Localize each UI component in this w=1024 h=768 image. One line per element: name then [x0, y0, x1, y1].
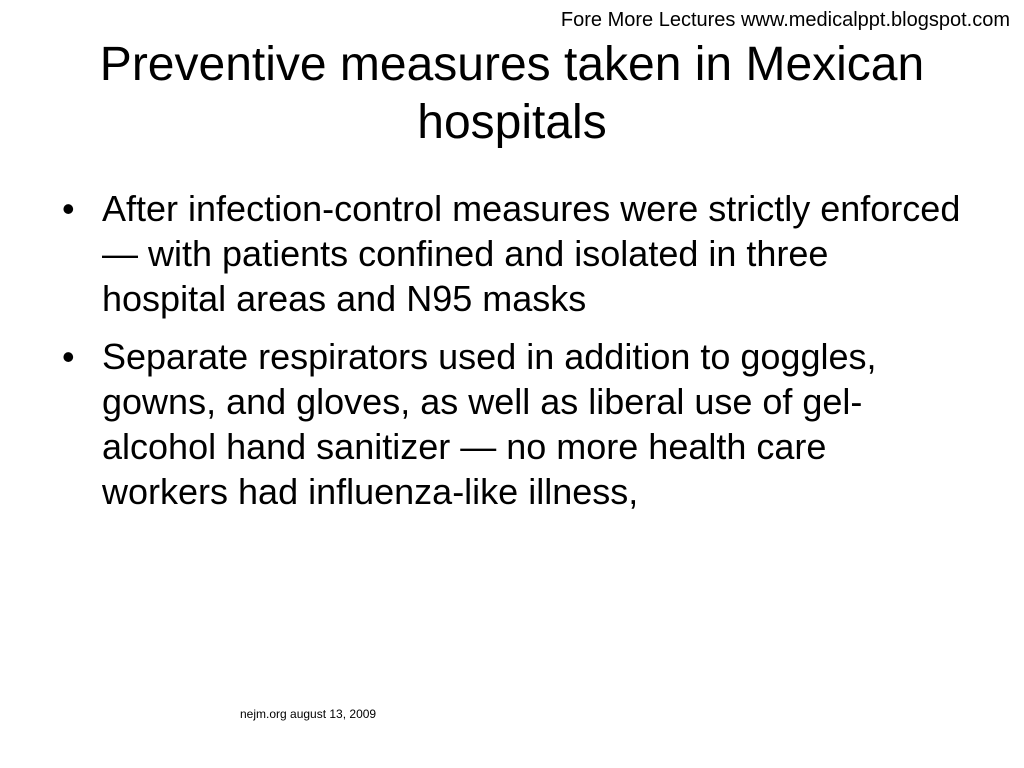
bullet-text: Separate respirators used in addition to goggles, gowns, and gloves, as well as liberal use of gel-alcohol hand sanitizer — no more health care workers had influenza-like illness,	[102, 336, 877, 512]
bullet-text: After infection-control measures were strictly enforced — with patients confined and isolated in three hospital areas and N95 masks	[102, 188, 961, 319]
bullet-item	[62, 186, 962, 321]
footer-source: nejm.org august 13, 2009	[240, 707, 377, 721]
slide-title: Preventive measures taken in Mexican hospitals	[99, 38, 925, 149]
bullet-list	[62, 186, 962, 527]
bullet-icon: •	[62, 336, 75, 377]
header-credit: Fore More Lectures www.medicalppt.blogspot.com	[560, 9, 1010, 31]
bullet-item	[62, 334, 962, 514]
bullet-icon: •	[62, 188, 75, 229]
